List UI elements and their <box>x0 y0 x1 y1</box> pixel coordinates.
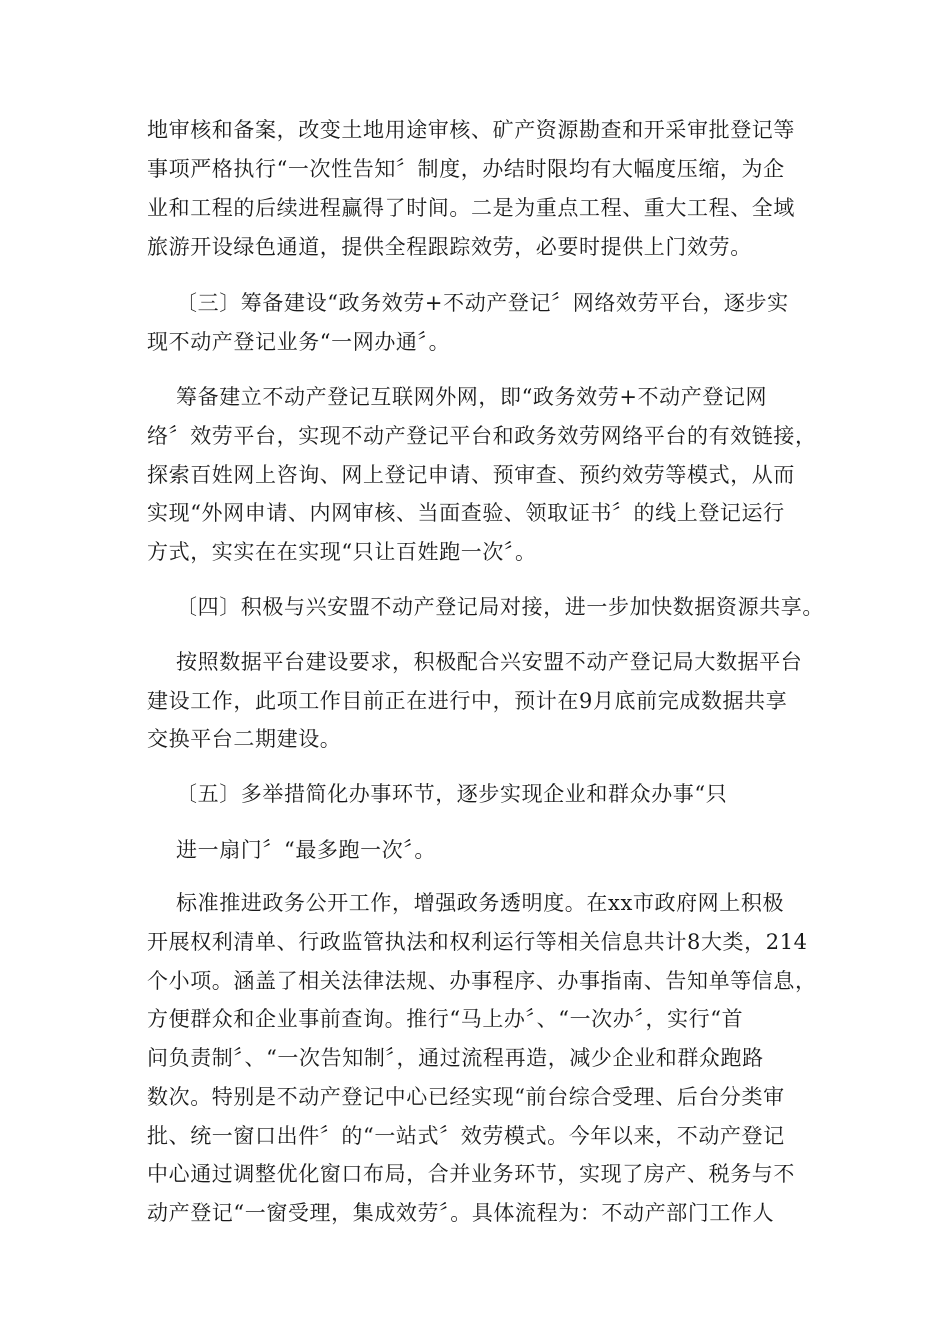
section-heading: 现不动产登记业务“一网办通〞。 <box>147 330 451 354</box>
text-line: 事项严格执行“一次性告知〞制度，办结时限均有大幅度压缩，为企 <box>147 157 785 181</box>
text-line: 数次。特别是不动产登记中心已经实现“前台综合受理、后台分类审 <box>147 1085 785 1109</box>
text-line: 筹备建立不动产登记互联网外网，即“政务效劳+不动产登记网 <box>176 385 768 409</box>
text-line: 探索百姓网上咨询、网上登记申请、预审查、预约效劳等模式，从而 <box>147 463 795 487</box>
section-heading: 〔三〕筹备建设“政务效劳+不动产登记〞网络效劳平台，逐步实 <box>176 291 789 315</box>
text-line: 地审核和备案，改变土地用途审核、矿产资源勘查和开采审批登记等 <box>147 118 795 142</box>
text-line: 中心通过调整优化窗口布局，合并业务环节，实现了房产、税务与不 <box>147 1162 795 1186</box>
text-line: 建设工作，此项工作目前正在进行中，预计在9月底前完成数据共享 <box>147 689 788 713</box>
text-line: 方便群众和企业事前查询。推行“马上办〞、“一次办〞，实行“首 <box>147 1007 744 1031</box>
text-line: 批、统一窗口出件〞的“一站式〞效劳模式。今年以来，不动产登记 <box>147 1124 785 1148</box>
text-line: 旅游开设绿色通道，提供全程跟踪效劳，必要时提供上门效劳。 <box>147 235 752 259</box>
text-line: 络〞效劳平台，实现不动产登记平台和政务效劳网络平台的有效链接， <box>147 424 817 448</box>
text-line: 问负责制〞、“一次告知制〞，通过流程再造，减少企业和群众跑路 <box>147 1046 764 1070</box>
text-line: 业和工程的后续进程赢得了时间。二是为重点工程、重大工程、全域 <box>147 196 795 220</box>
text-line: 交换平台二期建设。 <box>147 727 342 751</box>
section-heading: 进一扇门〞“最多跑一次〞。 <box>176 838 437 862</box>
text-line: 动产登记“一窗受理，集成效劳〞。具体流程为：不动产部门工作人 <box>147 1201 775 1225</box>
text-line: 按照数据平台建设要求，积极配合兴安盟不动产登记局大数据平台 <box>176 650 803 674</box>
text-line: 标准推进政务公开工作，增强政务透明度。在xx市政府网上积极 <box>176 891 785 915</box>
section-heading: 〔五〕多举措简化办事环节，逐步实现企业和群众办事“只 <box>176 782 728 806</box>
section-heading: 〔四〕积极与兴安盟不动产登记局对接，进一步加快数据资源共享。 <box>176 595 824 619</box>
text-line: 开展权利清单、行政监管执法和权利运行等相关信息共计8大类，214 <box>147 930 808 954</box>
text-line: 实现“外网申请、内网审核、当面查验、领取证书〞的线上登记运行 <box>147 501 785 525</box>
text-line: 个小项。涵盖了相关法律法规、办事程序、办事指南、告知单等信息， <box>147 969 817 993</box>
text-line: 方式，实实在在实现“只让百姓跑一次〞。 <box>147 540 537 564</box>
